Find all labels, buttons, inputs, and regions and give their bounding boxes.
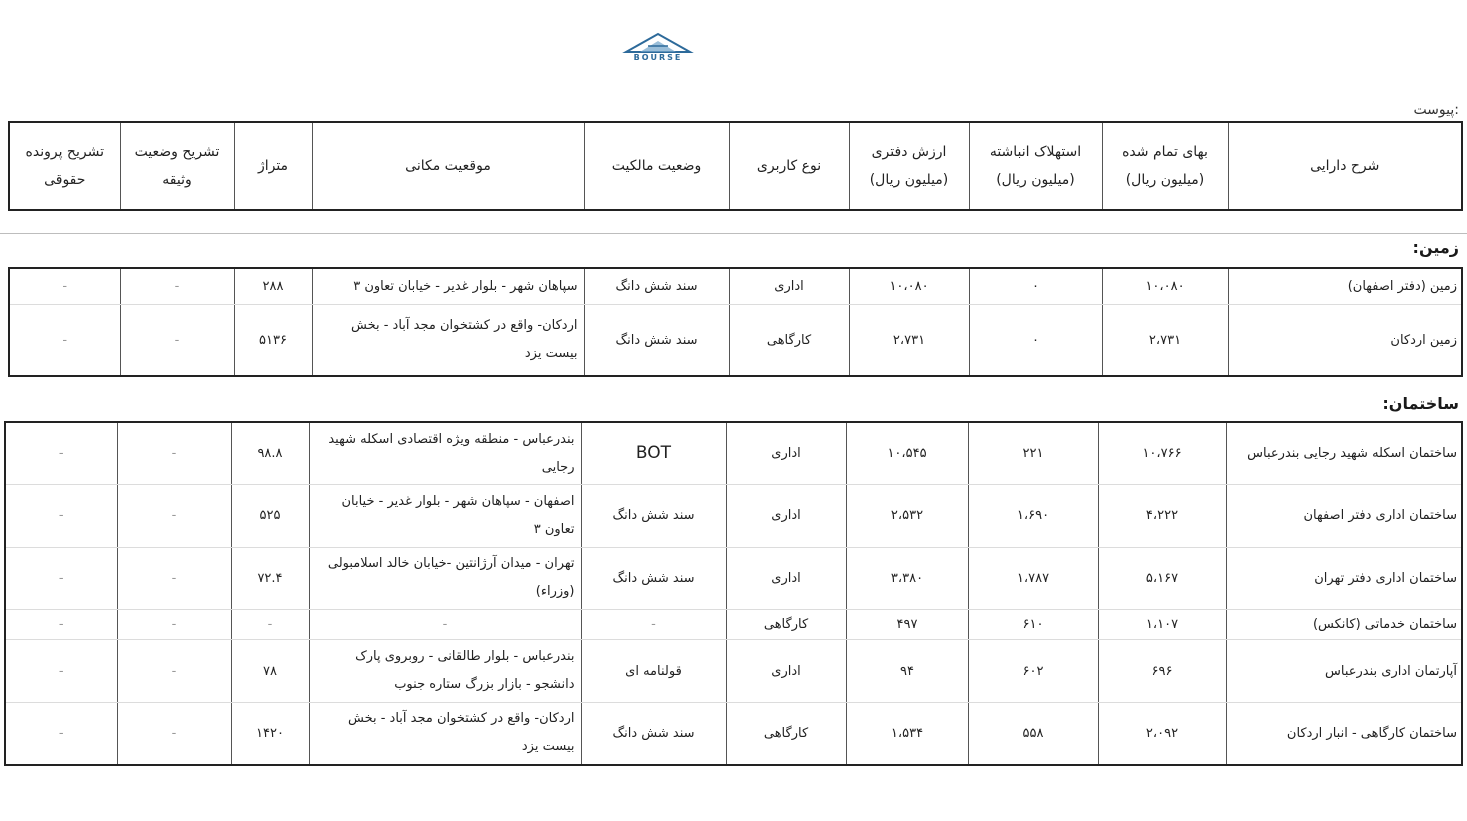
cell-cost: ۲،۰۹۲ bbox=[1098, 702, 1226, 765]
header-location: موقعیت مکانی bbox=[312, 122, 584, 210]
cell-book: ۳،۳۸۰ bbox=[846, 547, 968, 609]
header-depr: استهلاک انباشته (میلیون ریال) bbox=[969, 122, 1102, 210]
table-row bbox=[5, 547, 1462, 609]
cell-book: ۹۴ bbox=[846, 640, 968, 702]
cell-location: اردکان- واقع در کشتخوان مجد آباد - بخش بیست یزد bbox=[312, 305, 584, 376]
cell-ownership: سند شش دانگ bbox=[581, 485, 726, 547]
cell-book: ۲،۷۳۱ bbox=[849, 305, 969, 376]
cell-legal: - bbox=[5, 609, 117, 640]
cell-usage: کارگاهی bbox=[729, 305, 849, 376]
cell-area: ۷۸ bbox=[231, 640, 309, 702]
cell-legal: - bbox=[5, 640, 117, 702]
header-desc: شرح دارایی bbox=[1228, 122, 1462, 210]
header-cost: بهای تمام شده (میلیون ریال) bbox=[1102, 122, 1228, 210]
header-usage: نوع کاربری bbox=[729, 122, 849, 210]
cell-book: ۱۰،۰۸۰ bbox=[849, 268, 969, 305]
cell-usage: اداری bbox=[729, 268, 849, 305]
cell-ownership: BOT bbox=[581, 422, 726, 485]
cell-book: ۱۰،۵۴۵ bbox=[846, 422, 968, 485]
cell-usage: اداری bbox=[726, 547, 846, 609]
cell-cost: ۱،۱۰۷ bbox=[1098, 609, 1226, 640]
cell-location: اصفهان - سپاهان شهر - بلوار غدیر - خیابان تعاون ۳ bbox=[309, 485, 581, 547]
table-row bbox=[5, 702, 1462, 765]
cell-book: ۲،۵۳۲ bbox=[846, 485, 968, 547]
cell-location: اردکان- واقع در کشتخوان مجد آباد - بخش بیست یزد bbox=[309, 702, 581, 765]
header-book: ارزش دفتری (میلیون ریال) bbox=[849, 122, 969, 210]
table-row bbox=[9, 268, 1462, 305]
cell-usage: اداری bbox=[726, 422, 846, 485]
cell-area: - bbox=[231, 609, 309, 640]
cell-desc: ساختمان اسکله شهید رجایی بندرعباس bbox=[1226, 422, 1462, 485]
cell-ownership: سند شش دانگ bbox=[584, 268, 729, 305]
cell-desc: ساختمان اداری دفتر تهران bbox=[1226, 547, 1462, 609]
cell-cost: ۴،۲۲۲ bbox=[1098, 485, 1226, 547]
divider-line bbox=[0, 233, 1467, 234]
cell-ownership: سند شش دانگ bbox=[584, 305, 729, 376]
land-table bbox=[8, 267, 1463, 377]
cell-cost: ۲،۷۳۱ bbox=[1102, 305, 1228, 376]
section-title-land: زمین: bbox=[1412, 238, 1459, 257]
cell-collateral: - bbox=[120, 305, 234, 376]
cell-location: تهران - میدان آرژانتین -خیابان خالد اسلامبولی (وزراء) bbox=[309, 547, 581, 609]
cell-collateral: - bbox=[117, 702, 231, 765]
cell-area: ۷۲.۴ bbox=[231, 547, 309, 609]
cell-desc: ساختمان کارگاهی - انبار اردکان bbox=[1226, 702, 1462, 765]
cell-ownership: قولنامه ای bbox=[581, 640, 726, 702]
section-title-building: ساختمان: bbox=[1382, 394, 1459, 413]
cell-depr: ۶۱۰ bbox=[968, 609, 1098, 640]
cell-desc: ساختمان خدماتی (کانکس) bbox=[1226, 609, 1462, 640]
cell-ownership: سند شش دانگ bbox=[581, 547, 726, 609]
header-ownership: وضعیت مالکیت bbox=[584, 122, 729, 210]
cell-cost: ۱۰،۷۶۶ bbox=[1098, 422, 1226, 485]
cell-legal: - bbox=[5, 547, 117, 609]
building-table bbox=[4, 421, 1463, 766]
cell-ownership: سند شش دانگ bbox=[581, 702, 726, 765]
cell-depr: ۰ bbox=[969, 268, 1102, 305]
cell-desc: زمین اردکان bbox=[1228, 305, 1462, 376]
cell-usage: کارگاهی bbox=[726, 609, 846, 640]
bourse-logo-icon bbox=[618, 32, 698, 54]
bourse-logo bbox=[618, 32, 698, 72]
header-legal: تشریح پرونده حقوقی bbox=[9, 122, 120, 210]
cell-usage: اداری bbox=[726, 485, 846, 547]
table-row bbox=[5, 640, 1462, 702]
cell-desc: ساختمان اداری دفتر اصفهان bbox=[1226, 485, 1462, 547]
header-collateral: تشریح وضعیت وثیقه bbox=[120, 122, 234, 210]
cell-area: ۹۸.۸ bbox=[231, 422, 309, 485]
cell-book: ۴۹۷ bbox=[846, 609, 968, 640]
header-area: متراژ bbox=[234, 122, 312, 210]
cell-location: سپاهان شهر - بلوار غدیر - خیابان تعاون ۳ bbox=[312, 268, 584, 305]
cell-ownership: - bbox=[581, 609, 726, 640]
cell-usage: کارگاهی bbox=[726, 702, 846, 765]
cell-area: ۱۴۲۰ bbox=[231, 702, 309, 765]
cell-book: ۱،۵۳۴ bbox=[846, 702, 968, 765]
table-row bbox=[5, 422, 1462, 485]
cell-area: ۵۲۵ bbox=[231, 485, 309, 547]
cell-cost: ۵،۱۶۷ bbox=[1098, 547, 1226, 609]
cell-cost: ۱۰،۰۸۰ bbox=[1102, 268, 1228, 305]
cell-depr: ۵۵۸ bbox=[968, 702, 1098, 765]
cell-location: بندرعباس - بلوار طالقانی - روبروی پارک دانشجو - بازار بزرگ ستاره جنوب bbox=[309, 640, 581, 702]
cell-collateral: - bbox=[117, 640, 231, 702]
table-row bbox=[5, 485, 1462, 547]
cell-collateral: - bbox=[117, 422, 231, 485]
cell-location: - bbox=[309, 609, 581, 640]
cell-area: ۵۱۳۶ bbox=[234, 305, 312, 376]
cell-collateral: - bbox=[117, 485, 231, 547]
cell-legal: - bbox=[5, 702, 117, 765]
attachment-label: پیوست: bbox=[1413, 102, 1459, 118]
cell-depr: ۱،۷۸۷ bbox=[968, 547, 1098, 609]
cell-depr: ۲۲۱ bbox=[968, 422, 1098, 485]
cell-desc: آپارتمان اداری بندرعباس bbox=[1226, 640, 1462, 702]
cell-collateral: - bbox=[120, 268, 234, 305]
cell-legal: - bbox=[9, 268, 120, 305]
cell-depr: ۱،۶۹۰ bbox=[968, 485, 1098, 547]
table-row bbox=[9, 305, 1462, 376]
cell-legal: - bbox=[5, 422, 117, 485]
cell-depr: ۰ bbox=[969, 305, 1102, 376]
cell-location: بندرعباس - منطقه ویژه اقتصادی اسکله شهید رجایی bbox=[309, 422, 581, 485]
cell-collateral: - bbox=[117, 547, 231, 609]
cell-desc: زمین (دفتر اصفهان) bbox=[1228, 268, 1462, 305]
header-table bbox=[8, 121, 1463, 211]
cell-collateral: - bbox=[117, 609, 231, 640]
cell-legal: - bbox=[9, 305, 120, 376]
table-row bbox=[5, 609, 1462, 640]
cell-usage: اداری bbox=[726, 640, 846, 702]
logo-text: BOURSE bbox=[633, 53, 683, 62]
cell-depr: ۶۰۲ bbox=[968, 640, 1098, 702]
cell-area: ۲۸۸ bbox=[234, 268, 312, 305]
cell-cost: ۶۹۶ bbox=[1098, 640, 1226, 702]
cell-legal: - bbox=[5, 485, 117, 547]
